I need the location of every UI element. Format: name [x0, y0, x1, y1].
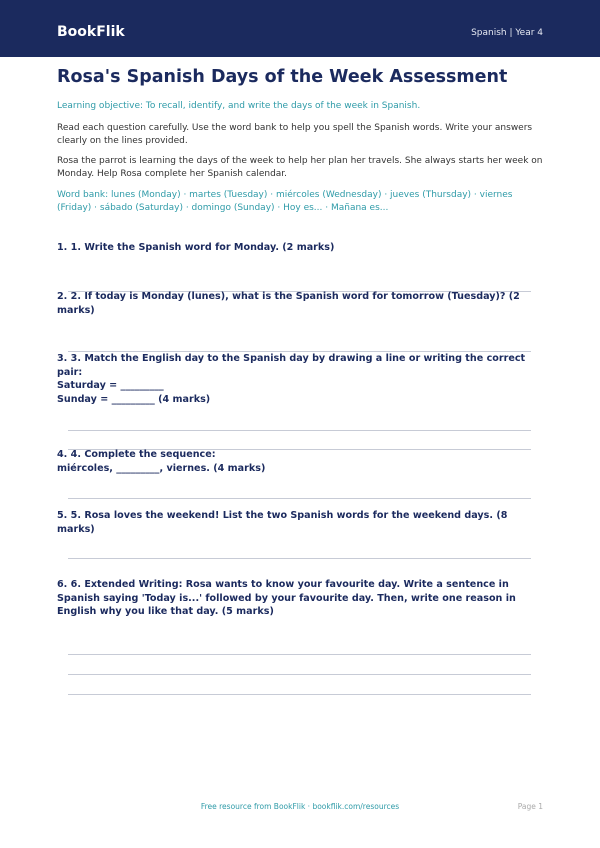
answer-line[interactable] [68, 674, 531, 675]
answer-line[interactable] [68, 654, 531, 655]
page-number: Page 1 [517, 802, 543, 811]
answer-line[interactable] [68, 498, 531, 499]
page-title: Rosa's Spanish Days of the Week Assessment [57, 67, 508, 87]
answer-line[interactable] [68, 558, 531, 559]
learning-objective: Learning objective: To recall, identify, and write the days of the week in Spanish. [57, 101, 421, 111]
question-1: 1. 1. Write the Spanish word for Monday. (2 marks) [57, 242, 335, 253]
footer-source: Free resource from BookFlik · bookflik.com/resources [200, 802, 400, 811]
page-header [0, 0, 600, 57]
brand-logo-text: BookFlik [57, 24, 125, 40]
scenario-text: Rosa the parrot is learning the days of the week to help her plan her travels. She always starts her week on Monday. Help Rosa complete her Spanish calendar. [57, 156, 543, 179]
word-bank: Word bank: lunes (Monday) · martes (Tuesday) · miércoles (Wednesday) · jueves (Thursday) · viernes (Friday) · sábado (Saturday) · domingo (Sunday) · Hoy es... · Mañana es... [57, 190, 513, 213]
question-5: 5. 5. Rosa loves the weekend! List the two Spanish words for the weekend days. (8 marks) [57, 510, 508, 535]
intro-section [57, 66, 543, 215]
question-3: 3. 3. Match the English day to the Spanish day by drawing a line or writing the correct pair: Saturday = _________ Sunday = _________ (4 marks) [57, 353, 526, 405]
question-4: 4. 4. Complete the sequence: miércoles, _________, viernes. (4 marks) [57, 449, 266, 474]
answer-line[interactable] [68, 430, 531, 431]
question-2: 2. 2. If today is Monday (lunes), what is the Spanish word for tomorrow (Tuesday)? (2 marks) [57, 291, 520, 316]
subject-year-label: Spanish | Year 4 [471, 28, 543, 38]
instructions-text: Read each question carefully. Use the word bank to help you spell the Spanish words. Write your answers clearly on the lines provided. [57, 123, 533, 146]
answer-line[interactable] [68, 694, 531, 695]
question-6: 6. 6. Extended Writing: Rosa wants to know your favourite day. Write a sentence in Spanish saying 'Today is...' followed by your favourite day. Then, write one reason in English why you like that day. (5 marks) [57, 579, 516, 617]
